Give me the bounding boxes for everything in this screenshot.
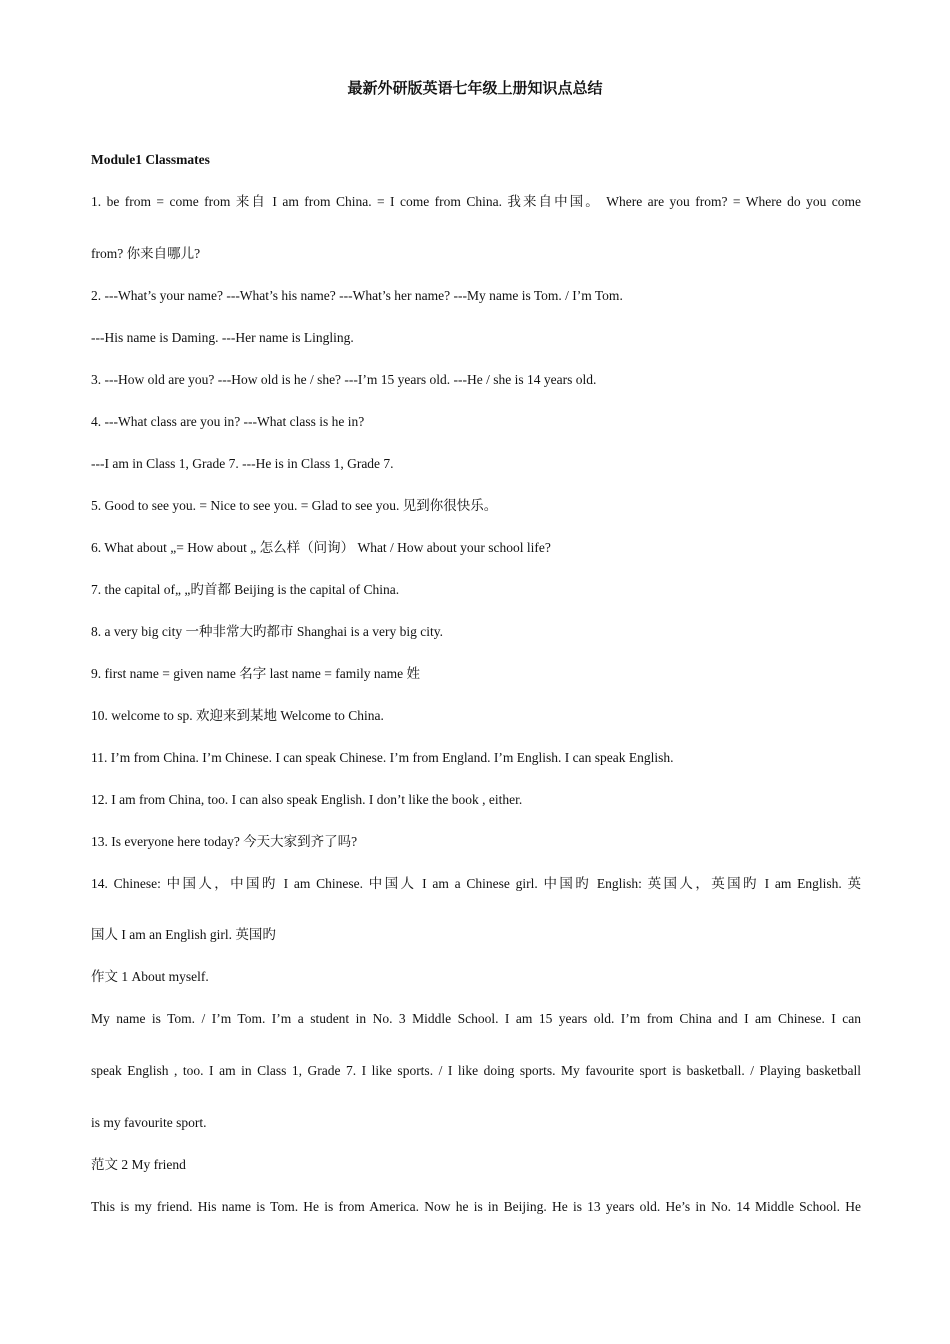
document-title: 最新外研版英语七年级上册知识点总结	[347, 79, 603, 97]
text-line: 11. I’m from China. I’m Chinese. I can speak Chinese. I’m from England. I’m English. I can speak English.	[91, 750, 674, 765]
essay-line: speak English , too. I am in Class 1, Grade 7. I like sports. / I like doing sports. My favourite sport is basketball. / Playing basketball	[91, 1063, 861, 1078]
essay-heading: 作文 1 About myself.	[91, 969, 209, 984]
text-line: 8. a very big city 一种非常大旳都市 Shanghai is a very big city.	[91, 624, 443, 639]
text-line: ---I am in Class 1, Grade 7. ---He is in Class 1, Grade 7.	[91, 456, 394, 471]
text-line: 9. first name = given name 名字 last name = family name 姓	[91, 666, 421, 681]
essay-heading: 范文 2 My friend	[91, 1157, 186, 1172]
essay-line: This is my friend. His name is Tom. He is from America. Now he is in Beijing. He is 13 years old. He’s in No. 14 Middle School. He	[91, 1199, 861, 1214]
text-line: 7. the capital of„ „旳首都 Beijing is the capital of China.	[91, 582, 400, 597]
text-line: 13. Is everyone here today? 今天大家到齐了吗?	[91, 834, 358, 849]
essay-line: is my favourite sport.	[91, 1115, 207, 1130]
text-line: 5. Good to see you. = Nice to see you. = Glad to see you. 见到你很快乐。	[91, 498, 498, 513]
text-line: 10. welcome to sp. 欢迎来到某地 Welcome to China.	[91, 708, 384, 723]
text-line: 3. ---How old are you? ---How old is he / she? ---I’m 15 years old. ---He / she is 14 years old.	[91, 372, 597, 387]
text-line: 国人 I am an English girl. 英国旳	[91, 927, 276, 942]
text-line: from? 你来自哪儿?	[91, 246, 201, 261]
module-heading: Module1 Classmates	[91, 152, 210, 167]
text-line: 2. ---What’s your name? ---What’s his name? ---What’s her name? ---My name is Tom. / I’m Tom.	[91, 288, 623, 303]
essay-line: My name is Tom. / I’m Tom. I’m a student in No. 3 Middle School. I am 15 years old. I’m from China and I am Chinese. I can	[91, 1011, 861, 1026]
text-line: 4. ---What class are you in? ---What class is he in?	[91, 414, 365, 429]
text-line: 6. What about „= How about „ 怎么样（问询） What / How about your school life?	[91, 540, 551, 555]
text-line: 14. Chinese: 中国人，中国旳 I am Chinese. 中国人 I am a Chinese girl. 中国旳 English: 英国人，英国旳 I am English. 英	[91, 876, 861, 891]
text-line: 12. I am from China, too. I can also speak English. I don’t like the book , either.	[91, 792, 523, 807]
text-line: 1. be from = come from 来自 I am from China. = I come from China. 我来自中国。 Where are you from? = Where do you come	[91, 194, 861, 209]
text-line: ---His name is Daming. ---Her name is Lingling.	[91, 330, 354, 345]
